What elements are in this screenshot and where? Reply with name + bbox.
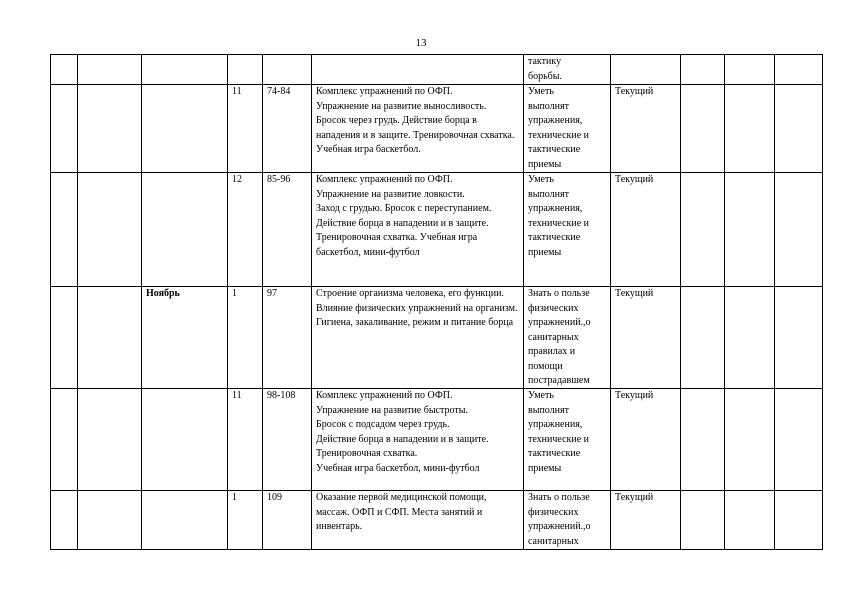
month-cell [142, 491, 228, 550]
lesson-numbers-cell [263, 55, 312, 85]
month-cell [142, 389, 228, 491]
lesson-numbers-cell: 74-84 [263, 85, 312, 173]
skills-cell [524, 287, 611, 389]
empty-cell [78, 55, 142, 85]
table-row [51, 389, 823, 491]
empty-cell [681, 491, 725, 550]
month-cell [142, 55, 228, 85]
hours-cell [228, 55, 263, 85]
month-cell [142, 85, 228, 173]
empty-cell [78, 85, 142, 173]
table-row [51, 491, 823, 550]
hours-cell: 11 [228, 389, 263, 491]
empty-cell [681, 55, 725, 85]
empty-cell [51, 287, 78, 389]
hours-cell: 12 [228, 173, 263, 287]
empty-cell [78, 287, 142, 389]
page-number: 13 [415, 37, 427, 49]
skills-cell [524, 173, 611, 287]
empty-cell [51, 491, 78, 550]
empty-cell [681, 85, 725, 173]
empty-cell [78, 389, 142, 491]
month-cell [142, 173, 228, 287]
skills-text: Уметь выполнят упражнения, технические и тактические приемы [528, 86, 590, 170]
hours-cell: 11 [228, 85, 263, 173]
empty-cell [725, 173, 775, 287]
month-cell: Ноябрь [142, 287, 228, 389]
lesson-content-cell [312, 55, 524, 85]
table-row [51, 85, 823, 173]
empty-cell [78, 491, 142, 550]
skills-cell [524, 55, 611, 85]
control-type-cell [611, 55, 681, 85]
table-row [51, 287, 823, 389]
empty-cell [78, 173, 142, 287]
skills-text: Знать о пользе физических упражнений.,о санитарных [528, 492, 591, 547]
lesson-numbers-cell: 98-108 [263, 389, 312, 491]
empty-cell [681, 287, 725, 389]
table-row [51, 173, 823, 287]
skills-cell [524, 85, 611, 173]
empty-cell [725, 287, 775, 389]
empty-cell [775, 389, 823, 491]
lesson-numbers-cell: 85-96 [263, 173, 312, 287]
skills-cell [524, 389, 611, 491]
lesson-plan-table [50, 54, 823, 550]
empty-cell [725, 85, 775, 173]
empty-cell [775, 491, 823, 550]
table-row [51, 55, 823, 85]
skills-cell [524, 491, 611, 550]
skills-text: Уметь выполнят упражнения, технические и тактические приемы [528, 390, 590, 474]
empty-cell [775, 287, 823, 389]
empty-cell [775, 55, 823, 85]
empty-cell [51, 55, 78, 85]
control-type-cell: Текущий [611, 85, 681, 173]
lesson-content-cell: Комплекс упражнений по ОФП. Упражнение на развитие выносливость. Бросок через грудь. Действие борца в нападения и в защите. Тренировочная схватка. Учебная игра баскетбол. [312, 85, 524, 173]
skills-text: Знать о пользе физических упражнений.,о санитарных правилах и помощи пострадавшем [528, 288, 591, 386]
lesson-numbers-cell: 109 [263, 491, 312, 550]
lesson-content-cell: Комплекс упражнений по ОФП. Упражнение на развитие быстроты. Бросок с подсадом через грудь. Действие борца в нападении и в защите. Тренировочная схватка. Учебная игра баскетбол, мини-футбол [312, 389, 524, 491]
empty-cell [681, 389, 725, 491]
control-type-cell: Текущий [611, 389, 681, 491]
empty-cell [725, 389, 775, 491]
lesson-content-cell: Комплекс упражнений по ОФП. Упражнение на развитие ловкости. Заход с грудью. Бросок с переступанием. Действие борца в нападении и в защите. Тренировочная схватка. Учебная игра баскетбол, мини-футбол [312, 173, 524, 287]
skills-text: тактику борьбы. [528, 56, 562, 82]
lesson-content-cell: Строение организма человека, его функции. Влияние физических упражнений на организм. Гигиена, закаливание, режим и питание борца [312, 287, 524, 389]
lesson-content-cell: Оказание первой медицинской помощи, массаж. ОФП и СФП. Места занятий и инвентарь. [312, 491, 524, 550]
empty-cell [775, 173, 823, 287]
empty-cell [725, 491, 775, 550]
lesson-numbers-cell: 97 [263, 287, 312, 389]
empty-cell [681, 173, 725, 287]
hours-cell: 1 [228, 491, 263, 550]
empty-cell [51, 85, 78, 173]
skills-text: Уметь выполнят упражнения, технические и тактические приемы [528, 174, 590, 258]
empty-cell [775, 85, 823, 173]
empty-cell [725, 55, 775, 85]
hours-cell: 1 [228, 287, 263, 389]
empty-cell [51, 173, 78, 287]
control-type-cell: Текущий [611, 287, 681, 389]
control-type-cell: Текущий [611, 173, 681, 287]
control-type-cell: Текущий [611, 491, 681, 550]
empty-cell [51, 389, 78, 491]
